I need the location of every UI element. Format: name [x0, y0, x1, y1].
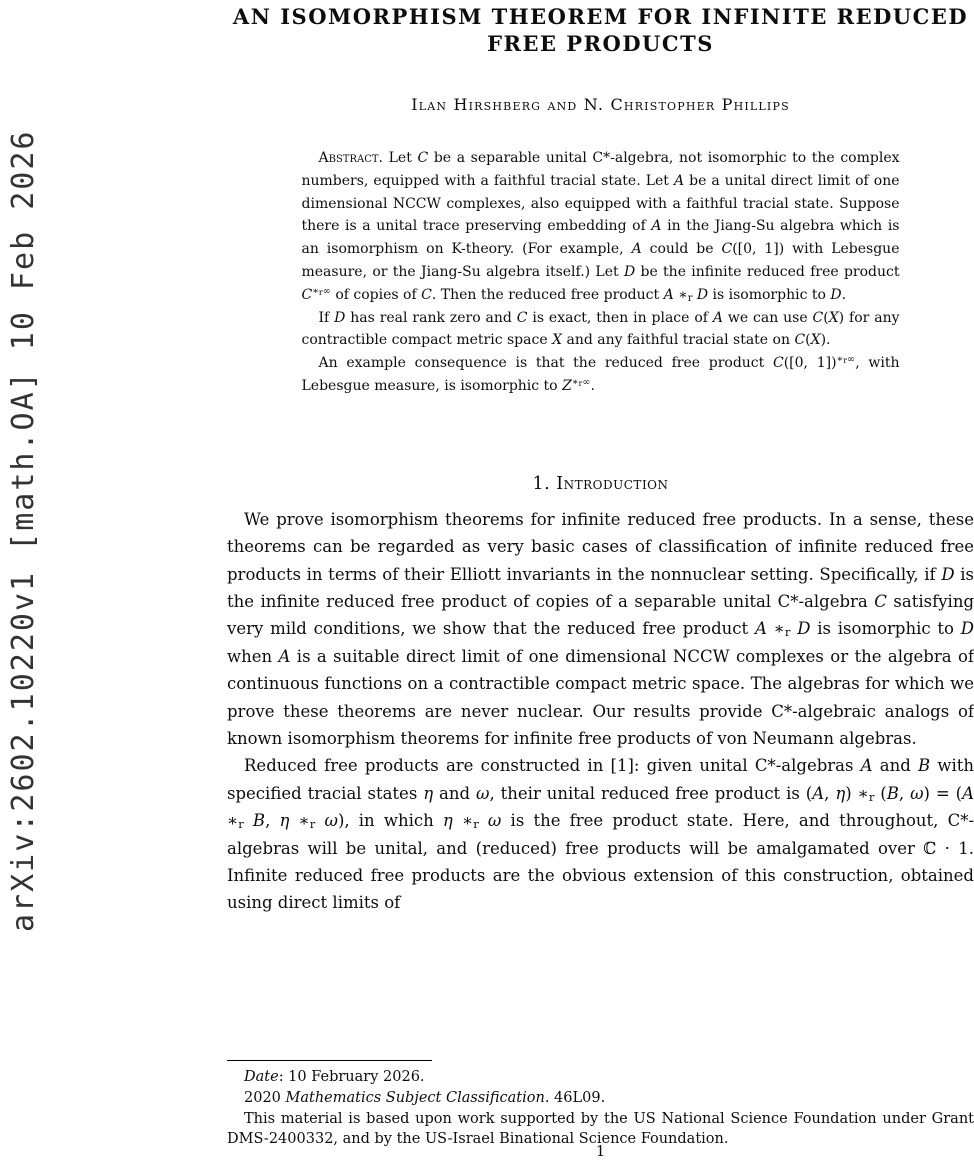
paper-content	[227, 0, 974, 917]
arxiv-watermark: arXiv:2602.10220v1 [math.OA] 10 Feb 2026	[6, 129, 41, 932]
footnote-funding: This material is based upon work supported by the US National Science Foundation under Grant DMS-2400332, and by the US-Israel Binational Science Foundation.	[227, 1110, 974, 1148]
paper-authors: Ilan Hirshberg and N. Christopher Phillips	[411, 95, 790, 114]
footnote-date: Date: 10 February 2026.	[244, 1069, 425, 1085]
abstract-section	[302, 147, 900, 398]
intro-paragraph-1: We prove isomorphism theorems for infinite reduced free products. In a sense, these theorems can be regarded as very basic cases of classification of infinite reduced free products in terms of their Elliott invariants in the nonnuclear setting. Specifically, if D is the infinite reduced free product of copies of a separable unital C*-algebra C satisfying very mild conditions, we show that the reduced free product A $∗_r$ D is isomorphic to D when A is a suitable direct limit of one dimensional NCCW complexes or the algebra of continuous functions on a contractible compact metric space. The algebras for which we prove these theorems are never nuclear. Our results provide C*-algebraic analogs of known isomorphism theorems for infinite free products of von Neumann algebras.	[227, 509, 974, 749]
footnote-msc: 2020 Mathematics Subject Classification. 46L09.	[244, 1089, 606, 1106]
footnote-rule	[227, 1060, 432, 1061]
abstract-paragraph-3: An example consequence is that the reduced free product C([0, 1])$^{∗_r\infty}$, with Lebesgue measure, is isomorphic to $Z^{∗_r\infty}$.	[301, 354, 900, 394]
introduction-body	[227, 506, 974, 917]
abstract-paragraph-2: If D has real rank zero and C is exact, then in place of A we can use C(X) for any contractible compact metric space X and any faithful tracial state on C(X).	[301, 309, 900, 349]
footnote-block	[227, 1060, 974, 1150]
abstract-paragraph-1: Abstract. Let C be a separable unital C*-algebra, not isomorphic to the complex numbers, equipped with a faithful tracial state. Let A be a unital direct limit of one dimensional NCCW complexes, also equipped with a faithful tracial state. Suppose there is a unital trace preserving embedding of A in the Jiang-Su algebra which is an isomorphism on K-theory. (For example, A could be C([0, 1]) with Lebesgue measure, or the Jiang-Su algebra itself.) Let D be the infinite reduced free product $C^{∗_r\infty}$ of copies of C. Then the reduced free product A $∗_r$ D is isomorphic to D.	[301, 150, 900, 304]
intro-paragraph-2: Reduced free products are constructed in [1]: given unital C*-algebras A and B with specified tracial states η and ω, their unital reduced free product is (A, η) $∗_r$ (B, ω) = (A $∗_r$ B, η $∗_r$ ω), in which η $∗_r$ ω is the free product state. Here, and throughout, C*-algebras will be unital, and (reduced) free products will be amalgamated over ℂ · 1. Infinite reduced free products are the obvious extension of this construction, obtained using direct limits of	[227, 756, 974, 913]
section-heading-introduction: 1. Introduction	[532, 473, 669, 494]
paper-title: AN ISOMORPHISM THEOREM FOR INFINITE REDUCED FREE PRODUCTS	[232, 4, 969, 56]
page-number: 1	[595, 1142, 606, 1160]
